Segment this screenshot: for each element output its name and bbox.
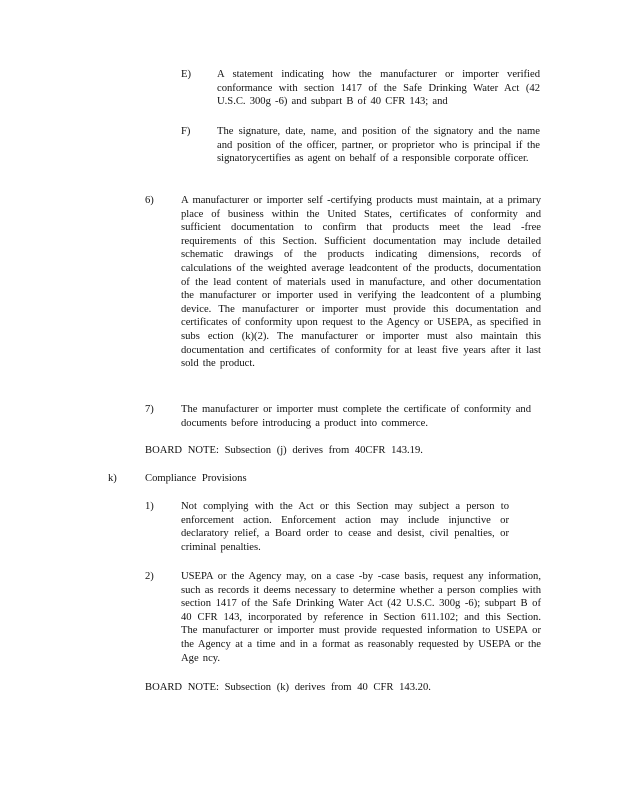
subsection-k2 <box>145 570 541 665</box>
subsection-f <box>181 125 540 166</box>
subsection-k2-marker: 2) <box>145 571 154 582</box>
board-note-j: BOARD NOTE: Subsection (j) derives from 40CFR 143.19. <box>145 445 423 456</box>
subsection-f-marker: F) <box>181 126 191 137</box>
subsection-k1-marker: 1) <box>145 501 154 512</box>
subsection-k1 <box>145 500 509 554</box>
section-k-title: Compliance Provisions <box>145 473 247 484</box>
board-note-k: BOARD NOTE: Subsection (k) derives from 40 CFR 143.20. <box>145 682 431 693</box>
subsection-e-marker: E) <box>181 69 191 80</box>
subsection-6 <box>145 194 541 371</box>
subsection-6-text: A manufacturer or importer self -certifying products must maintain, at a primary place of business within the United States, certificates of conformity and sufficient documentation to confirm that products meet the lead -free requirements of this Section. Sufficient documentation may include detailed schematic drawings of the products indicating dimensions, records of calculations of the weighted average leadcontent of the products, documentation of the lead content of materials used in manufacture, and other documentation the manufacturer or importer used in verifying the leadcontent of a plumbing device. The manufacturer or importer must provide this documentation and certificates of conformity upon request to the Agency or USEPA, as specified in subs ection (k)(2). The manufacturer or importer must also maintain this documentation and certificates of conformity for at least five years after it last sold the product. <box>181 195 541 370</box>
section-k-marker: k) <box>108 473 117 484</box>
subsection-7-marker: 7) <box>145 404 154 415</box>
subsection-f-text: The signature, date, name, and position of the signatory and the name and position of the officer, partner, or proprietor who is principal if the signatorycertifies as agent on behalf of a responsible corporate officer. <box>217 126 540 165</box>
subsection-k1-text: Not complying with the Act or this Section may subject a person to enforcement action. Enforcement action may include injunctive or declaratory relief, a Board order to cease and desist, civil penalties, or criminal penalties. <box>181 501 509 553</box>
subsection-e <box>181 68 540 109</box>
subsection-7-text: The manufacturer or importer must complete the certificate of conformity and documents before introducing a product into commerce. <box>181 404 531 429</box>
subsection-e-text: A statement indicating how the manufacturer or importer verified conformance with section 1417 of the Safe Drinking Water Act (42 U.S.C. 300g -6) and subpart B of 40 CFR 143; and <box>217 69 540 108</box>
subsection-6-marker: 6) <box>145 195 154 206</box>
subsection-7 <box>145 403 531 430</box>
section-k-heading <box>108 472 247 486</box>
subsection-k2-text: USEPA or the Agency may, on a case -by -case basis, request any information, such as records it deems necessary to determine whether a person complies with section 1417 of the Safe Drinking Water Act (42 U.S.C. 300g -6); subpart B of 40 CFR 143, incorporated by reference in Section 611.102; and this Section. The manufacturer or importer must provide requested information to USEPA or the Agency at a time and in a format as reasonably requested by USEPA or the Age ncy. <box>181 571 541 664</box>
